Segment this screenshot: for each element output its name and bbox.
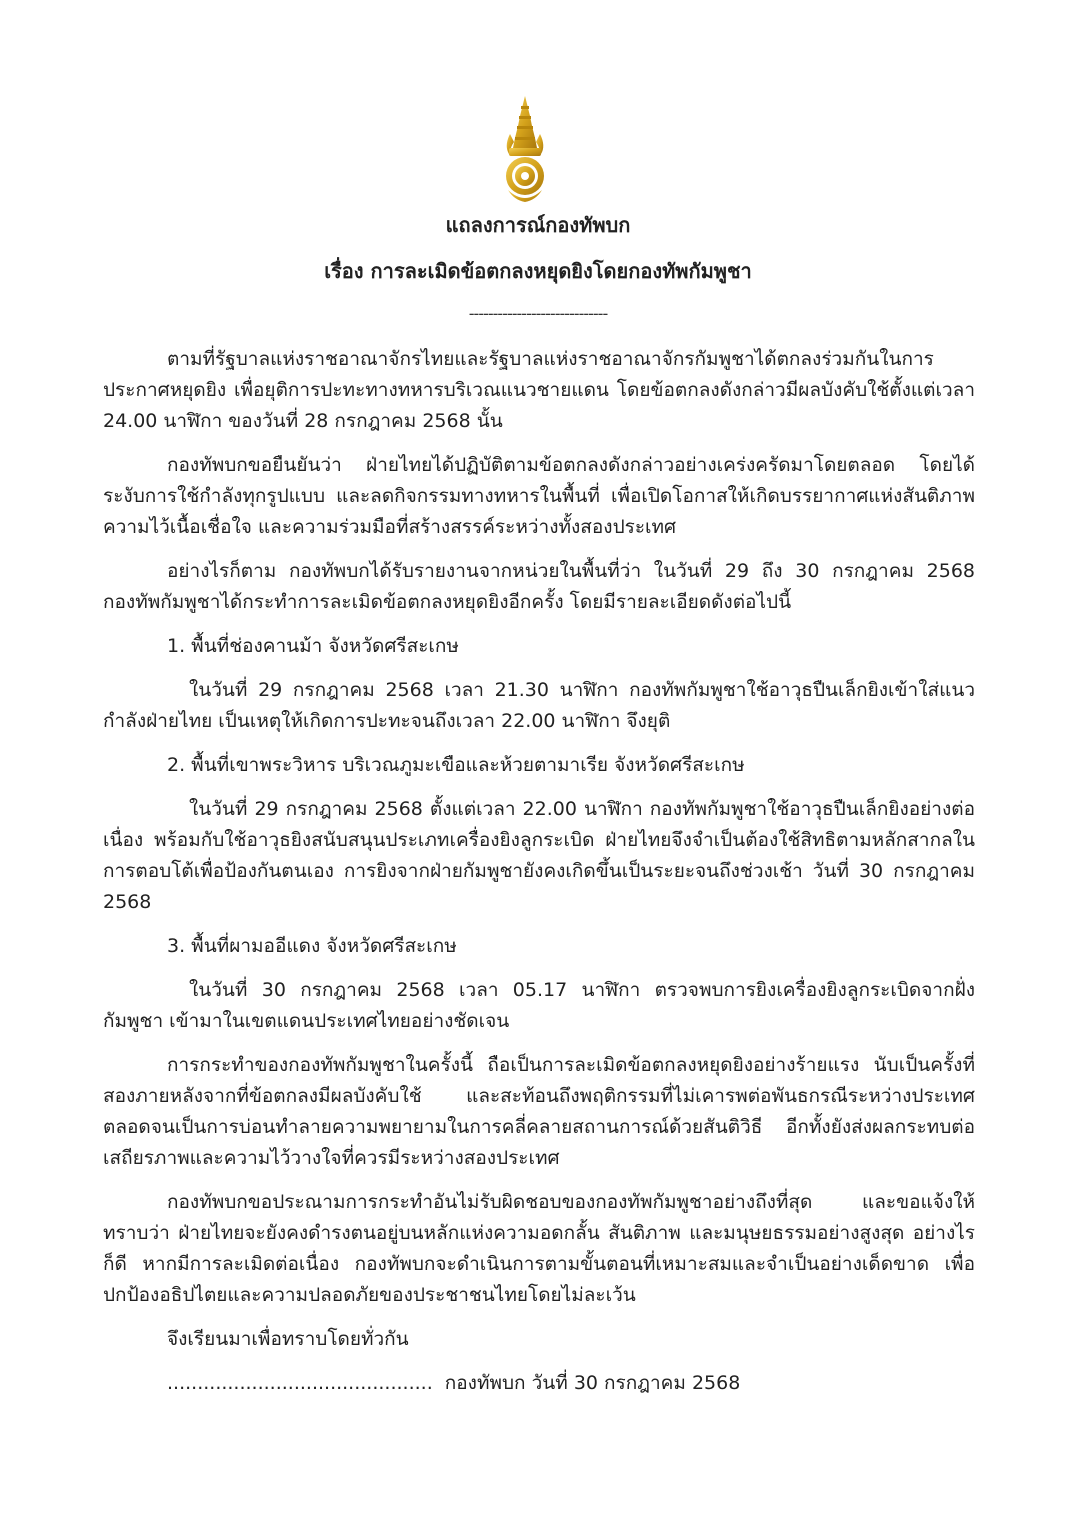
intro-paragraph: ตามที่รัฐบาลแห่งราชอาณาจักรไทยและรัฐบาลแห่งราชอาณาจักรกัมพูชาได้ตกลงร่วมกันในการประกาศหยุดยิง เพื่อยุติการปะทะทางทหารบริเวณแนวชายแดน โดยข้อตกลงดังกล่าวมีผลบังคับใช้ตั้งแต่เวลา 24.00 นาฬิกา ของวันที่ 28 กรกฎาคม 2568 นั้น [103, 348, 975, 432]
compliance-paragraph: กองทัพบกขอยืนยันว่า ฝ่ายไทยได้ปฏิบัติตามข้อตกลงดังกล่าวอย่างเคร่งครัดมาโดยตลอด โดยได้ระงับการใช้กำลังทุกรูปแบบ และลดกิจกรรมทางทหารในพื้นที่ เพื่อเปิดโอกาสให้เกิดบรรยากาศแห่งสันติภาพ ความไว้เนื้อเชื่อใจ และความร่วมมือที่สร้างสรรค์ระหว่างทั้งสองประเทศ [103, 454, 975, 538]
incident-heading-1: 1. พื้นที่ช่องคานม้า จังหวัดศรีสะเกษ [167, 635, 459, 657]
incident-heading-3: 3. พื้นที่ผามออีแดง จังหวัดศรีสะเกษ [167, 935, 457, 957]
warning-paragraph: กองทัพบกขอประณามการกระทำอันไม่รับผิดชอบของกองทัพกัมพูชาอย่างถึงที่สุด และขอแจ้งให้ทราบว่า ฝ่ายไทยจะยังคงดำรงตนอยู่บนหลักแห่งความอดกลั้น สันติภาพ และมนุษยธรรมอย่างสูงสุด อย่างไรก็ดี หากมีการละเมิดต่อเนื่อง กองทัพบกจะดำเนินการตามขั้นตอนที่เหมาะสมและจำเป็นอย่างเด็ดขาด เพื่อปกป้องอธิปไตยและความปลอดภัยของประชาชนไทยโดยไม่ละเว้น [103, 1191, 975, 1306]
closing-line: จึงเรียนมาเพื่อทราบโดยทั่วกัน [167, 1328, 409, 1350]
document-subject: เรื่อง การละเมิดข้อตกลงหยุดยิงโดยกองทัพกัมพูชา [324, 259, 752, 283]
incident-heading-2: 2. พื้นที่เขาพระวิหาร บริเวณภูมะเขือและห้วยตามาเรีย จังหวัดศรีสะเกษ [167, 754, 745, 776]
royal-thai-army-emblem-icon [500, 94, 550, 206]
incident-detail-2: ในวันที่ 29 กรกฎาคม 2568 ตั้งแต่เวลา 22.00 นาฬิกา กองทัพกัมพูชาใช้อาวุธปืนเล็กยิงอย่างต่อเนื่อง พร้อมกับใช้อาวุธยิงสนับสนุนประเภทเครื่องยิงลูกระเบิด ฝ่ายไทยจึงจำเป็นต้องใช้สิทธิตามหลักสากลในการตอบโต้เพื่อป้องกันตนเอง การยิงจากฝ่ายกัมพูชายังคงเกิดขึ้นเป็นระยะจนถึงช่วงเช้า วันที่ 30 กรกฎาคม 2568 [103, 798, 975, 913]
signature-text: กองทัพบก วันที่ 30 กรกฎาคม 2568 [444, 1372, 741, 1394]
document-title: แถลงการณ์กองทัพบก [445, 213, 631, 237]
incident-detail-1: ในวันที่ 29 กรกฎาคม 2568 เวลา 21.30 นาฬิกา กองทัพกัมพูชาใช้อาวุธปืนเล็กยิงเข้าใส่แนวกำลังฝ่ายไทย เป็นเหตุให้เกิดการปะทะจนถึงเวลา 22.00 นาฬิกา จึงยุติ [103, 679, 975, 732]
incident-detail-3: ในวันที่ 30 กรกฎาคม 2568 เวลา 05.17 นาฬิกา ตรวจพบการยิงเครื่องยิงลูกระเบิดจากฝั่งกัมพูชา เข้ามาในเขตแดนประเทศไทยอย่างชัดเจน [103, 979, 975, 1032]
document-body [103, 344, 975, 1399]
condemnation-paragraph: การกระทำของกองทัพกัมพูชาในครั้งนี้ ถือเป็นการละเมิดข้อตกลงหยุดยิงอย่างร้ายแรง นับเป็นครั้งที่สองภายหลังจากที่ข้อตกลงมีผลบังคับใช้ และสะท้อนถึงพฤติกรรมที่ไม่เคารพต่อพันธกรณีระหว่างประเทศ ตลอดจนเป็นการบ่อนทำลายความพยายามในการคลี่คลายสถานการณ์ด้วยสันติวิธี อีกทั้งยังส่งผลกระทบต่อเสถียรภาพและความไว้วางใจที่ควรมีระหว่างสองประเทศ [103, 1054, 975, 1169]
title-separator: ----------------------------- [468, 304, 608, 323]
signature-dots: ............................................ [167, 1372, 433, 1394]
violation-report-paragraph: อย่างไรก็ตาม กองทัพบกได้รับรายงานจากหน่วยในพื้นที่ว่า ในวันที่ 29 ถึง 30 กรกฎาคม 2568 กองทัพกัมพูชาได้กระทำการละเมิดข้อตกลงหยุดยิงอีกครั้ง โดยมีรายละเอียดดังต่อไปนี้ [103, 560, 975, 613]
signature-line [167, 1368, 975, 1399]
